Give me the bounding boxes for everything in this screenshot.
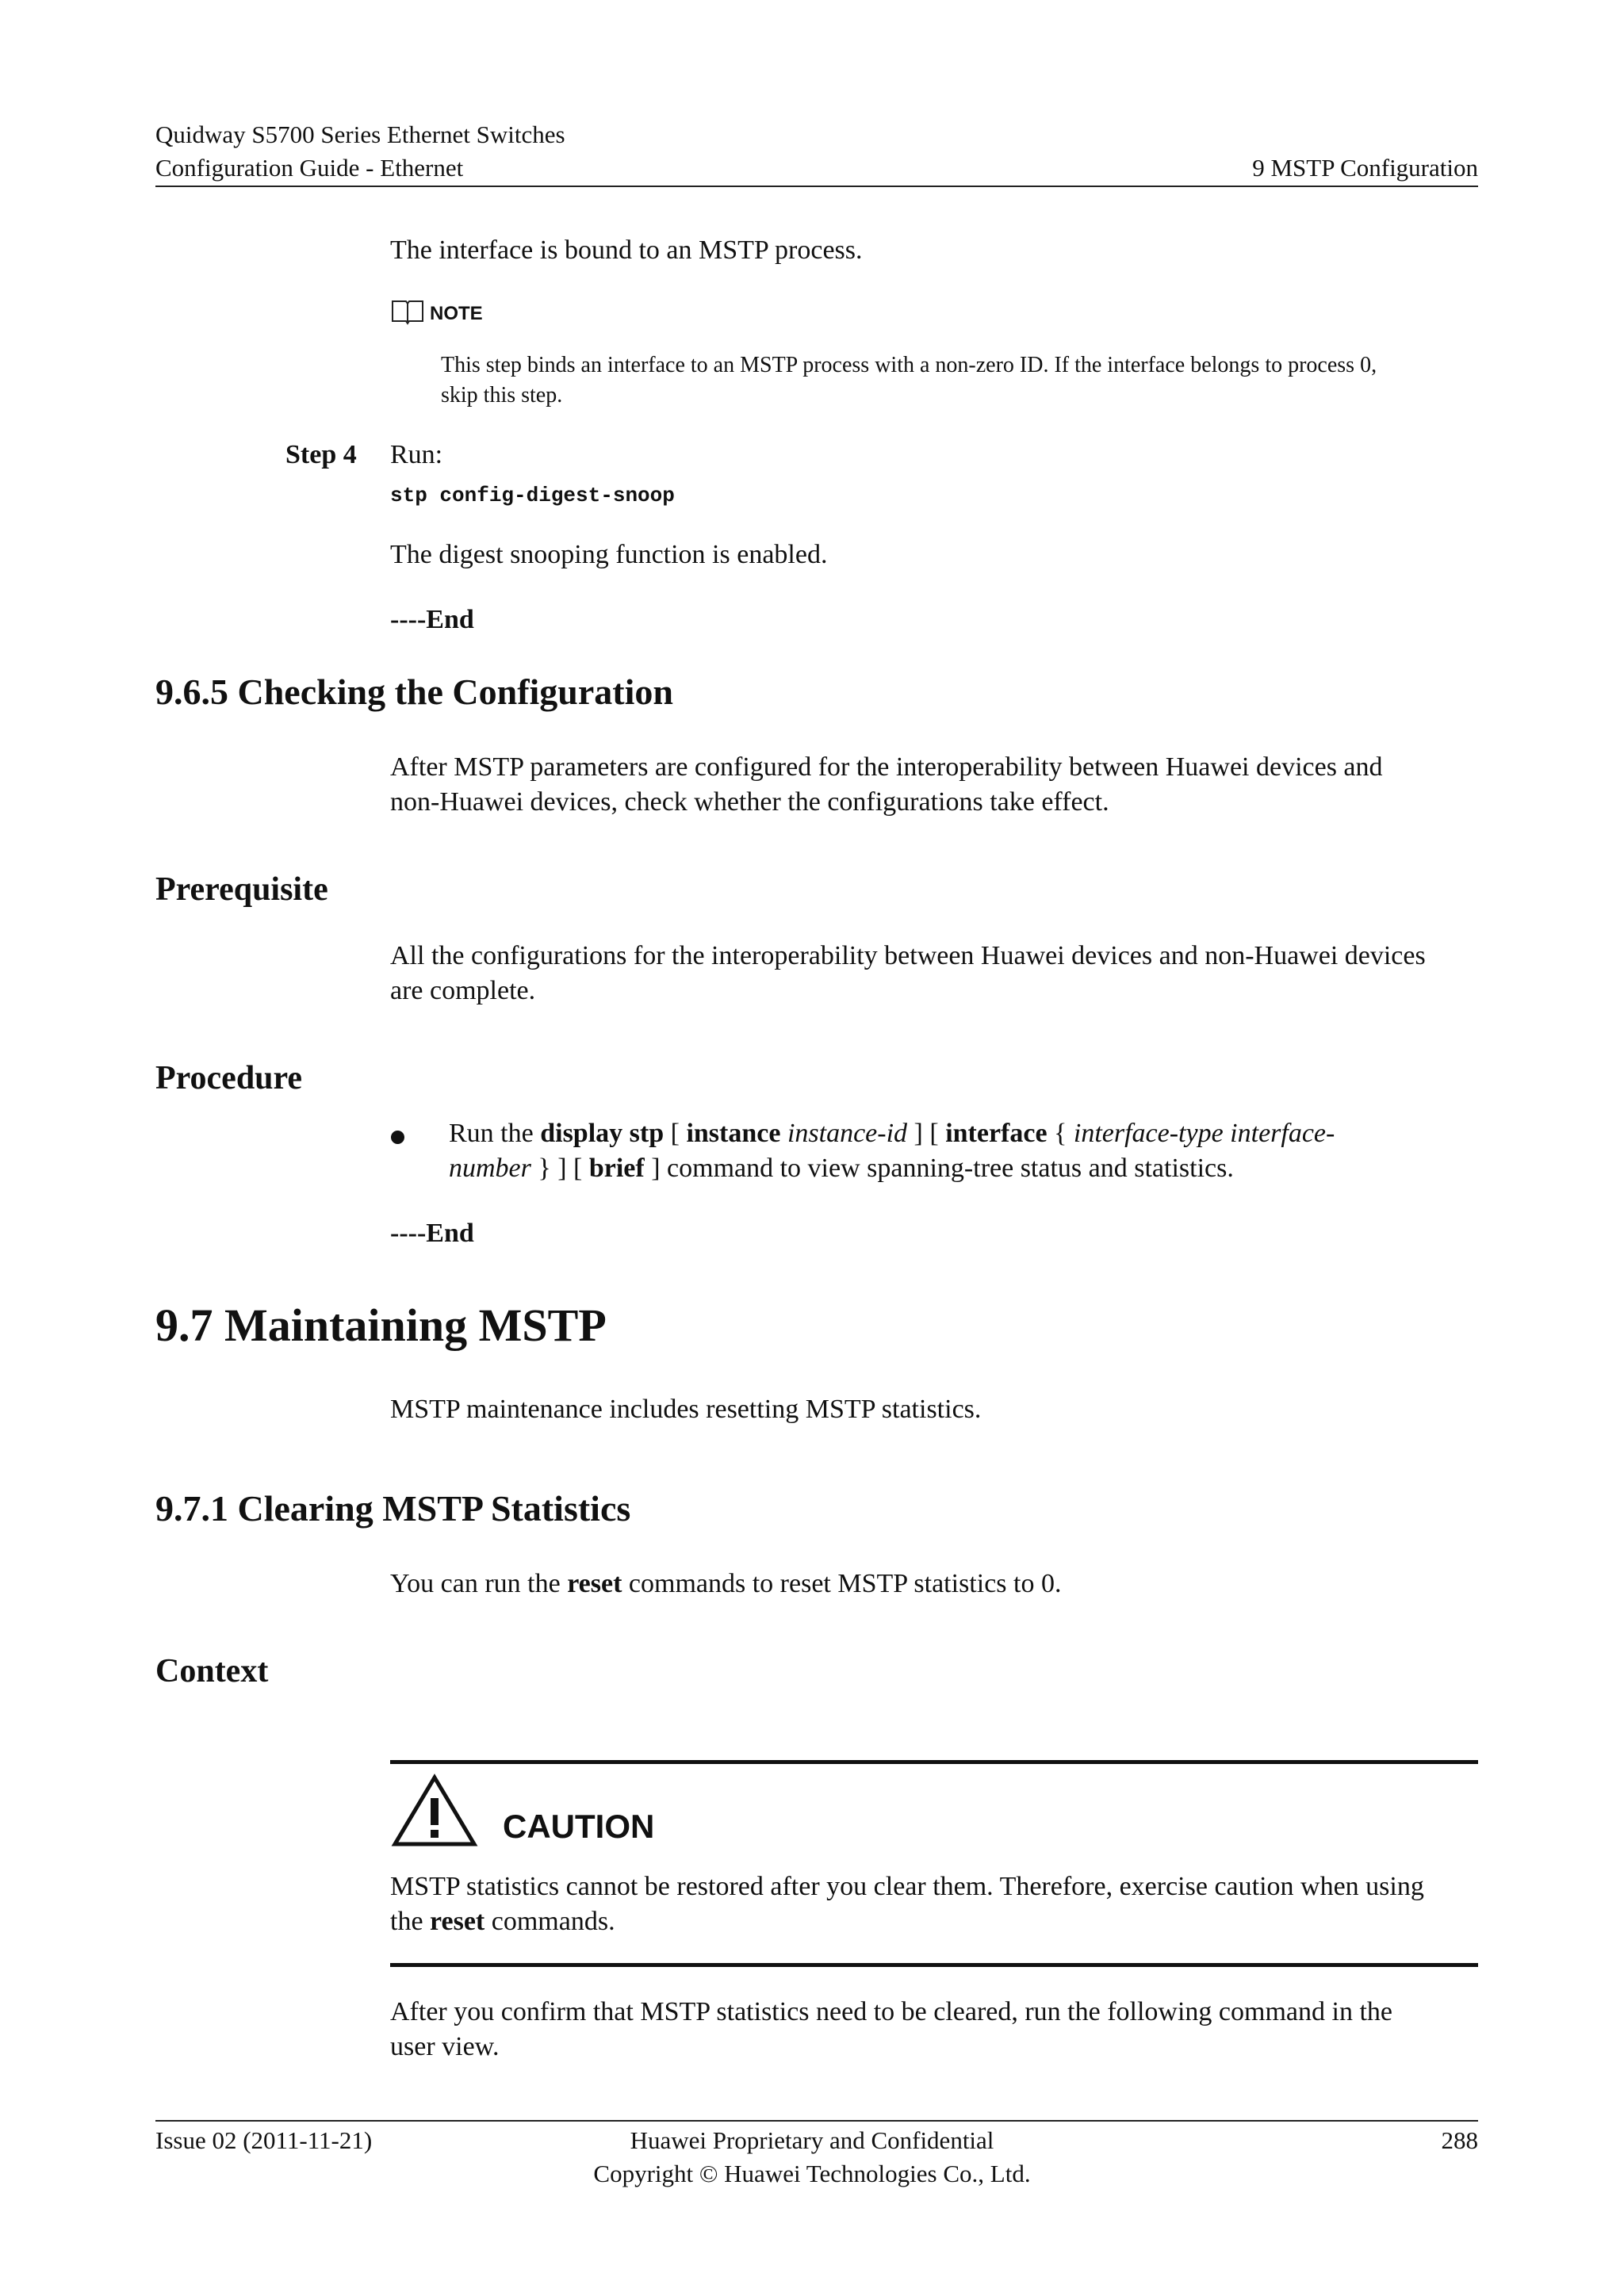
cmd-display-stp: display stp (540, 1119, 665, 1148)
intro-post: commands to reset MSTP statistics to 0. (622, 1569, 1062, 1598)
header-product: Quidway S5700 Series Ethernet Switches (155, 121, 565, 148)
procedure-title: Procedure (155, 1060, 303, 1096)
section-9-7-intro: MSTP maintenance includes resetting MSTP statistics. (390, 1395, 982, 1424)
footer-issue: Issue 02 (2011-11-21) (155, 2126, 373, 2154)
intro-reset: reset (567, 1569, 622, 1598)
kw-brief: brief (588, 1154, 645, 1183)
caution-pre: the (390, 1907, 431, 1936)
brace-2: } ] [ (530, 1154, 589, 1183)
caution-line-2 (390, 1904, 615, 1939)
bracket-2: ] [ (907, 1119, 946, 1148)
brace-1: { (1047, 1119, 1074, 1148)
prerequisite-line-1: All the configurations for the interoperability between Huawei devices and non-Huawei devices (390, 941, 1426, 970)
after-line-2: user view. (390, 2032, 500, 2061)
kw-interface: interface (945, 1119, 1048, 1148)
footer-rule (155, 2120, 1478, 2122)
section-intro-line-2: non-Huawei devices, check whether the configurations take effect. (390, 787, 1109, 817)
section-title-9-6-5: 9.6.5 Checking the Configuration (155, 672, 673, 712)
prerequisite-line-2: are complete. (390, 976, 536, 1005)
section-intro-line-1: After MSTP parameters are configured for the interoperability between Huawei devices and (390, 752, 1383, 782)
end-marker-2: ----End (390, 1219, 474, 1248)
footer-page-number: 288 (1441, 2126, 1478, 2154)
caution-reset: reset (430, 1907, 485, 1936)
command-text: stp config-digest-snoop (390, 484, 675, 507)
footer-copyright: Copyright © Huawei Technologies Co., Ltd. (593, 2160, 1031, 2187)
note-line-2: skip this step. (441, 383, 563, 408)
prerequisite-title: Prerequisite (155, 871, 328, 908)
bound-text: The interface is bound to an MSTP process. (390, 235, 863, 265)
kw-instance: instance (686, 1119, 781, 1148)
warning-icon (390, 1773, 479, 1853)
section-9-7-1-intro (390, 1567, 1061, 1601)
caution-bottom-rule (390, 1963, 1478, 1967)
run-label: Run: (390, 440, 443, 469)
param-interface-type: interface-type interface- (1073, 1119, 1335, 1148)
section-title-9-7: 9.7 Maintaining MSTP (155, 1299, 607, 1351)
end-marker: ----End (390, 605, 474, 634)
section-title-9-7-1: 9.7.1 Clearing MSTP Statistics (155, 1488, 631, 1529)
footer-confidential: Huawei Proprietary and Confidential (630, 2126, 994, 2154)
digest-text: The digest snooping function is enabled. (390, 540, 828, 569)
bullet-run-the: Run the (449, 1119, 541, 1148)
step-label: Step 4 (285, 440, 357, 469)
intro-pre: You can run the (390, 1569, 568, 1598)
header-chapter: 9 MSTP Configuration (1252, 154, 1478, 182)
space-1 (780, 1119, 787, 1148)
after-line-1: After you confirm that MSTP statistics need to be cleared, run the following command in the (390, 1997, 1392, 2026)
caution-top-rule (390, 1760, 1478, 1764)
bullet-rest: ] command to view spanning-tree status and statistics. (644, 1154, 1234, 1183)
note-heading (390, 298, 483, 329)
header-guide: Configuration Guide - Ethernet (155, 154, 464, 182)
caution-label: CAUTION (503, 1808, 655, 1845)
header-rule (155, 186, 1478, 187)
caution-line-1: MSTP statistics cannot be restored after you clear them. Therefore, exercise caution when using (390, 1872, 1424, 1901)
param-number: number (449, 1154, 531, 1183)
context-title: Context (155, 1653, 269, 1689)
bracket-1: [ (664, 1119, 687, 1148)
caution-post: commands. (485, 1907, 615, 1936)
param-instance-id: instance-id (787, 1119, 908, 1148)
procedure-bullet (449, 1116, 1472, 1186)
bullet-dot (391, 1131, 404, 1144)
note-line-1: This step binds an interface to an MSTP process with a non-zero ID. If the interface belongs to process 0, (441, 353, 1377, 377)
note-label: NOTE (430, 302, 483, 324)
book-icon (390, 298, 425, 329)
